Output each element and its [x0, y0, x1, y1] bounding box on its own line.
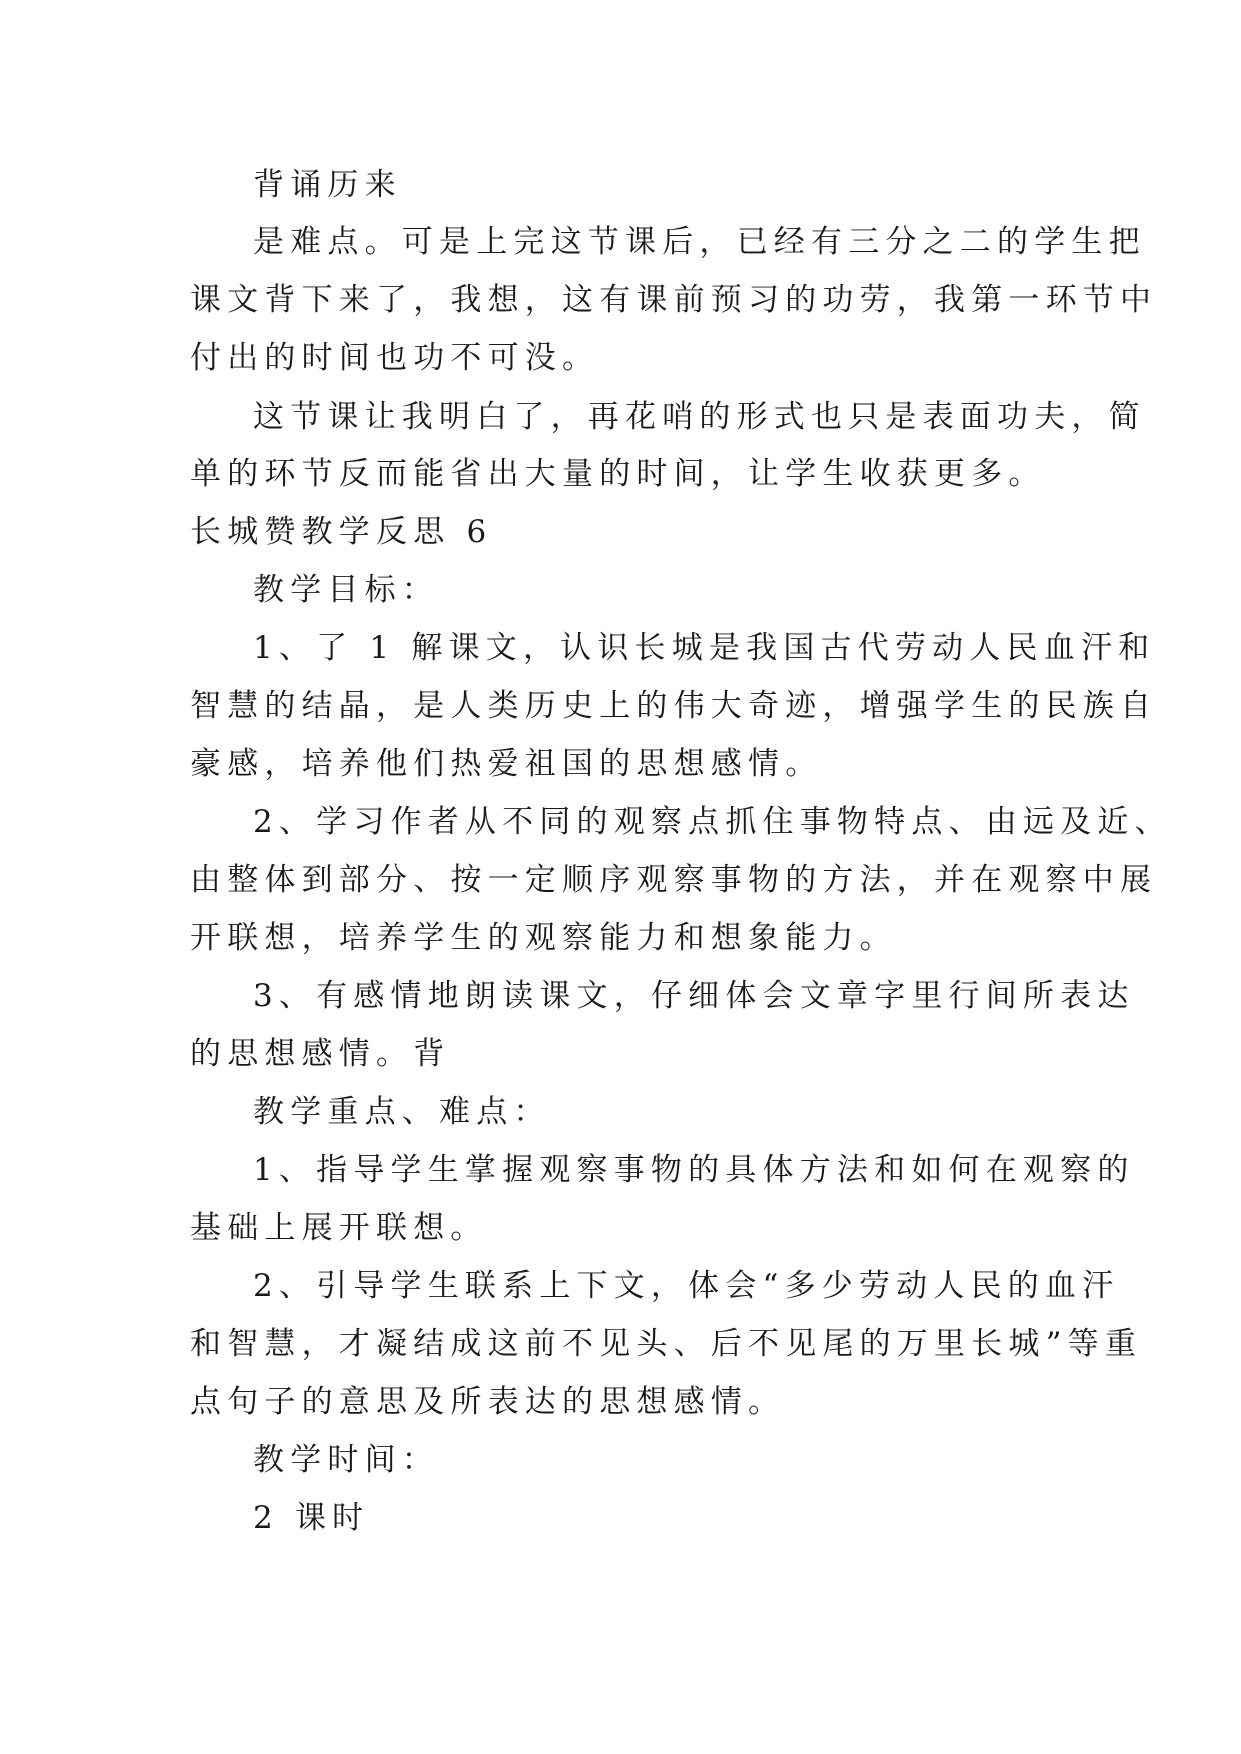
text-line: 这节课让我明白了，再花哨的形式也只是表面功夫，简	[253, 399, 1146, 435]
text-line: 2、学习作者从不同的观察点抓住事物特点、由远及近、	[253, 804, 1172, 840]
text-line: 教学重点、难点：	[253, 1094, 551, 1130]
text-line: 付出的时间也功不可没。	[190, 340, 600, 376]
text-line: 单的环节反而能省出大量的时间，让学生收获更多。	[190, 456, 1046, 492]
text-line: 教学时间：	[253, 1442, 439, 1478]
text-line: 开联想，培养学生的观察能力和想象能力。	[190, 920, 897, 956]
text-line: 基础上展开联想。	[190, 1210, 488, 1246]
text-line: 2 课时	[253, 1500, 370, 1536]
text-line: 的思想感情。背	[190, 1036, 451, 1072]
text-line: 是难点。可是上完这节课后，已经有三分之二的学生把	[253, 224, 1146, 260]
text-line: 课文背下来了，我想，这有课前预习的功劳，我第一环节中	[190, 282, 1158, 318]
text-line: 点句子的意思及所表达的思想感情。	[190, 1384, 786, 1420]
text-line: 2、引导学生联系上下文，体会“多少劳动人民的血汗	[253, 1268, 1120, 1304]
text-line: 豪感，培养他们热爱祖国的思想感情。	[190, 746, 823, 782]
text-line: 背诵历来	[253, 167, 402, 203]
text-line: 和智慧，才凝结成这前不见头、后不见尾的万里长城”等重	[190, 1326, 1143, 1362]
section-heading: 长城赞教学反思 6	[190, 514, 493, 550]
text-line: 由整体到部分、按一定顺序观察事物的方法，并在观察中展	[190, 862, 1158, 898]
text-line: 教学目标：	[253, 572, 439, 608]
text-line: 智慧的结晶，是人类历史上的伟大奇迹，增强学生的民族自	[190, 688, 1158, 724]
text-line: 1、了 1 解课文，认识长城是我国古代劳动人民血汗和	[253, 630, 1156, 666]
text-line: 1、指导学生掌握观察事物的具体方法和如何在观察的	[253, 1152, 1135, 1188]
text-line: 3、有感情地朗读课文，仔细体会文章字里行间所表达	[253, 978, 1135, 1014]
